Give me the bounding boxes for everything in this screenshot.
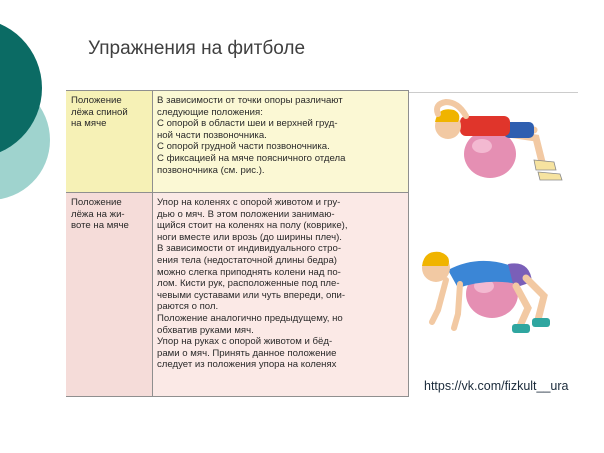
desc-line: чевыми суставами или чуть впереди, опи-	[157, 289, 346, 301]
label-line: лёжа спиной	[71, 106, 128, 118]
desc-line: В зависимости от точки опоры различают	[157, 95, 343, 106]
desc-line: С опорой грудной части позвоночника.	[157, 141, 330, 153]
desc-line: С фиксацией на мяче поясничного отдела	[157, 152, 346, 164]
desc-line: щийся стоит на коленях на полу (коврике),	[157, 220, 348, 232]
desc-line: раются о пол.	[157, 301, 219, 313]
desc-line: дью о мяч. В этом положении занимаю-	[157, 208, 335, 220]
desc-line: следующие положения:	[157, 106, 263, 118]
position-label	[66, 192, 152, 397]
label-line: на мяче	[71, 118, 107, 130]
watermark-link[interactable]: https://vk.com/fizkult__ura	[424, 379, 569, 393]
desc-line: В зависимости от индивидуального стро-	[157, 243, 342, 255]
position-description	[152, 90, 408, 192]
desc-line: рами о мяч. Принять данное положение	[157, 347, 337, 359]
position-label	[66, 90, 152, 192]
label-line: воте на мяче	[71, 220, 129, 232]
label-line: Положение	[71, 197, 122, 208]
desc-line: Упор на коленях с опорой животом и гру-	[157, 197, 341, 208]
position-description	[152, 192, 408, 397]
desc-line: можно слегка приподнять колени над по-	[157, 266, 341, 278]
illustration-kneeling-on-ball	[408, 248, 578, 348]
desc-line: лом. Кисти рук, расположенные под пле-	[157, 278, 340, 290]
desc-line: позвоночника (см. рис.).	[157, 164, 265, 176]
desc-line: С опорой в области шеи и верхней груд-	[157, 118, 338, 130]
desc-line: Упор на руках с опорой животом и бёд-	[157, 336, 333, 348]
row-divider	[66, 192, 408, 193]
column-divider	[152, 90, 153, 397]
page-title: Упражнения на фитболе	[88, 38, 306, 59]
desc-line: ноги вместе или врозь (до ширины плеч).	[157, 231, 342, 243]
label-line: Положение	[71, 95, 122, 106]
desc-line: следует из положения упора на коленях	[157, 359, 337, 371]
illustration-back-on-ball	[408, 92, 578, 188]
row-divider	[66, 90, 408, 91]
row-divider	[66, 396, 408, 397]
desc-line: ения тела (недостаточной длины бедра)	[157, 254, 337, 266]
label-line: лёжа на жи-	[71, 208, 125, 220]
desc-line: Положение аналогично предыдущему, но	[157, 312, 343, 324]
desc-line: ной части позвоночника.	[157, 129, 267, 141]
desc-line: обхватив руками мяч.	[157, 324, 254, 336]
